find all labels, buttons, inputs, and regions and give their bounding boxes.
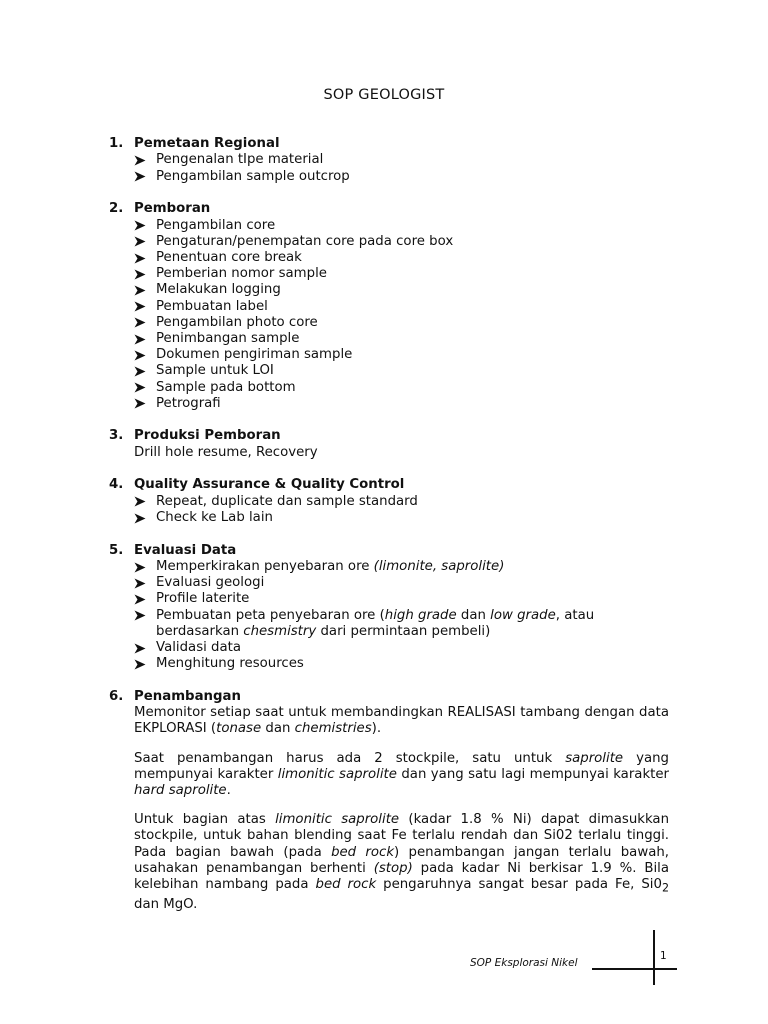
list-item-text [156,266,669,282]
list-item-text [156,640,669,656]
arrowhead-bullet-icon [134,608,156,624]
list-item [134,640,669,656]
text-run: pengaruhnya sangat besar pada Fe, Si0 [376,876,662,892]
italic-text: low grade [490,607,556,623]
section-title: Quality Assurance & Quality Control [134,477,405,493]
list-item-text [156,315,669,331]
list-item-text [156,331,669,347]
section-heading [109,136,669,152]
text-run: Profile laterite [156,591,250,607]
text-run: dan [456,607,491,623]
text-run: Pembuatan label [156,298,268,314]
section-4 [109,477,669,526]
paragraph [134,812,669,913]
list-item-text [156,510,669,526]
section-number: 6. [109,688,124,704]
section-5 [109,543,669,673]
list-item [134,575,669,591]
text-run: Memperkirakan penyebaran ore [156,558,374,574]
list-item [134,363,669,379]
section-body [134,152,669,184]
text-run: Pengaturan/penempatan core pada core box [156,233,454,249]
list-item [134,250,669,266]
section-3 [109,428,669,461]
italic-text: (limonite, saprolite) [373,558,505,574]
text-run: , atau berdasarkan [156,607,595,639]
bullet-list [134,152,669,184]
italic-text: chesmistry [243,623,317,639]
italic-text: saprolite [565,750,624,766]
arrowhead-bullet-icon [134,315,156,331]
list-item-text [156,656,669,672]
arrowhead-bullet-icon [134,656,156,672]
text-run: Memonitor setiap saat untuk membandingkan REALISASI tambang dengan data EKPLORASI ( [134,705,669,737]
arrowhead-bullet-icon [134,331,156,347]
text-run: Sample untuk LOI [156,363,274,379]
arrowhead-bullet-icon [134,640,156,656]
italic-text: limonitic saprolite [277,766,397,782]
text-run: Validasi data [156,639,241,655]
section-body [134,445,669,461]
text-run: (kadar 1.8 % Ni) dapat dimasukkan stockpile, untuk bahan blending saat Fe terlalu rendah dan Si02 terlalu tinggi. Pada bagian bawah (pada [134,812,669,860]
arrowhead-bullet-icon [134,575,156,591]
text-run: dan [261,721,295,737]
text-run: Pembuatan peta penyebaran ore ( [156,607,385,623]
section-6 [109,689,669,913]
footer-rule-horizontal [592,968,677,970]
section-body [134,218,669,412]
section-title: Penambangan [134,688,241,704]
arrowhead-bullet-icon [134,510,156,526]
section-title: Evaluasi Data [134,542,237,558]
text-run: yang mempunyai karakter [134,750,669,782]
bullet-list [134,494,669,526]
section-heading [109,543,669,559]
arrowhead-bullet-icon [134,363,156,379]
text-run: Untuk bagian atas [134,812,276,828]
list-item [134,591,669,607]
text-run: Dokumen pengiriman sample [156,347,353,363]
list-item-text [156,282,669,298]
section-title: Pemetaan Regional [134,136,280,151]
list-item-text [156,152,669,168]
section-1 [109,136,669,185]
bullet-list [134,559,669,672]
list-item-text [156,559,669,575]
arrowhead-bullet-icon [134,494,156,510]
list-item [134,282,669,298]
text-run: Evaluasi geologi [156,575,265,591]
footer-title: SOP Eksplorasi Nikel [470,957,578,969]
arrowhead-bullet-icon [134,218,156,234]
text-run: Penentuan core break [156,249,302,265]
arrowhead-bullet-icon [134,169,156,185]
text-run: Check ke Lab lain [156,509,273,525]
text-run: Melakukan logging [156,282,281,298]
list-item-text [156,347,669,363]
section-heading [109,201,669,217]
arrowhead-bullet-icon [134,347,156,363]
text-run: Pemberian nomor sample [156,266,327,282]
list-item-text [156,218,669,234]
section-title: Pemboran [134,201,211,217]
list-item [134,169,669,185]
section-number: 3. [109,428,124,444]
italic-text: limonitic saprolite [275,812,400,828]
list-item [134,152,669,168]
list-item-text [156,169,669,185]
text-run: dan MgO. [134,896,198,912]
text-run: Pengambilan sample outcrop [156,168,350,184]
arrowhead-bullet-icon [134,299,156,315]
paragraph [134,751,669,800]
list-item [134,299,669,315]
arrowhead-bullet-icon [134,250,156,266]
italic-text: tonase [216,721,262,737]
italic-text: bed rock [331,844,395,860]
text-run: Pengenalan tIpe material [156,152,324,168]
text-run: Penimbangan sample [156,330,300,346]
italic-text: (stop) [373,860,413,876]
paragraph [134,705,669,737]
list-item [134,608,669,640]
list-item [134,656,669,672]
list-item-text [156,250,669,266]
list-item-text [156,234,669,250]
section-number: 1. [109,136,124,151]
text-run: pada kadar Ni berkisar 1.9 %. Bila kelebihan nambang pada [134,860,669,892]
list-item [134,218,669,234]
page-number: 1 [660,950,667,962]
list-item [134,494,669,510]
text-run: Saat penambangan harus ada 2 stockpile, satu untuk [134,750,566,766]
text-run: Petrografi [156,395,221,411]
list-item [134,234,669,250]
text-run: Repeat, duplicate dan sample standard [156,493,418,509]
section-title: Produksi Pemboran [134,428,281,444]
section-heading [109,689,669,705]
list-item-text [156,608,669,640]
text-run: Pengambilan photo core [156,314,318,330]
italic-text: chemistries [294,721,372,737]
arrowhead-bullet-icon [134,396,156,412]
document-body [109,136,669,930]
list-item [134,266,669,282]
list-item-text [156,494,669,510]
text-run: Sample pada bottom [156,379,296,395]
arrowhead-bullet-icon [134,234,156,250]
list-item [134,347,669,363]
list-item [134,380,669,396]
section-number: 2. [109,201,124,217]
italic-text: high grade [384,607,457,623]
text-run: Menghitung resources [156,656,304,672]
arrowhead-bullet-icon [134,591,156,607]
bullet-list [134,218,669,412]
list-item-text [156,380,669,396]
section-number: 5. [109,542,124,558]
arrowhead-bullet-icon [134,152,156,168]
section-heading [109,428,669,444]
section-body [134,559,669,672]
text-run: ). [371,721,382,737]
section-body [134,494,669,526]
list-item-text [156,575,669,591]
section-number: 4. [109,477,124,493]
arrowhead-bullet-icon [134,559,156,575]
text-run: Pengambilan core [156,217,276,233]
text-run: ) penambangan jangan terlalu bawah, usahakan penambangan berhenti [134,844,669,876]
list-item [134,331,669,347]
text-run: . [226,782,231,798]
page-title: SOP GEOLOGIST [323,87,445,103]
italic-text: bed rock [315,876,377,892]
arrowhead-bullet-icon [134,282,156,298]
section-body [134,705,669,913]
list-item [134,396,669,412]
arrowhead-bullet-icon [134,266,156,282]
list-item [134,559,669,575]
section-2 [109,201,669,412]
list-item-text [156,363,669,379]
section-heading [109,477,669,493]
list-item-text [156,299,669,315]
text-run: dari permintaan pembeli) [316,623,491,639]
subscript-text: 2 [661,881,670,895]
list-item [134,315,669,331]
list-item-text [156,591,669,607]
list-item [134,510,669,526]
list-item-text [156,396,669,412]
footer-rule-vertical [653,930,655,985]
section-text: Drill hole resume, Recovery [134,444,318,460]
text-run: dan yang satu lagi mempunyai karakter [396,766,670,782]
arrowhead-bullet-icon [134,380,156,396]
italic-text: hard saprolite [134,782,227,798]
